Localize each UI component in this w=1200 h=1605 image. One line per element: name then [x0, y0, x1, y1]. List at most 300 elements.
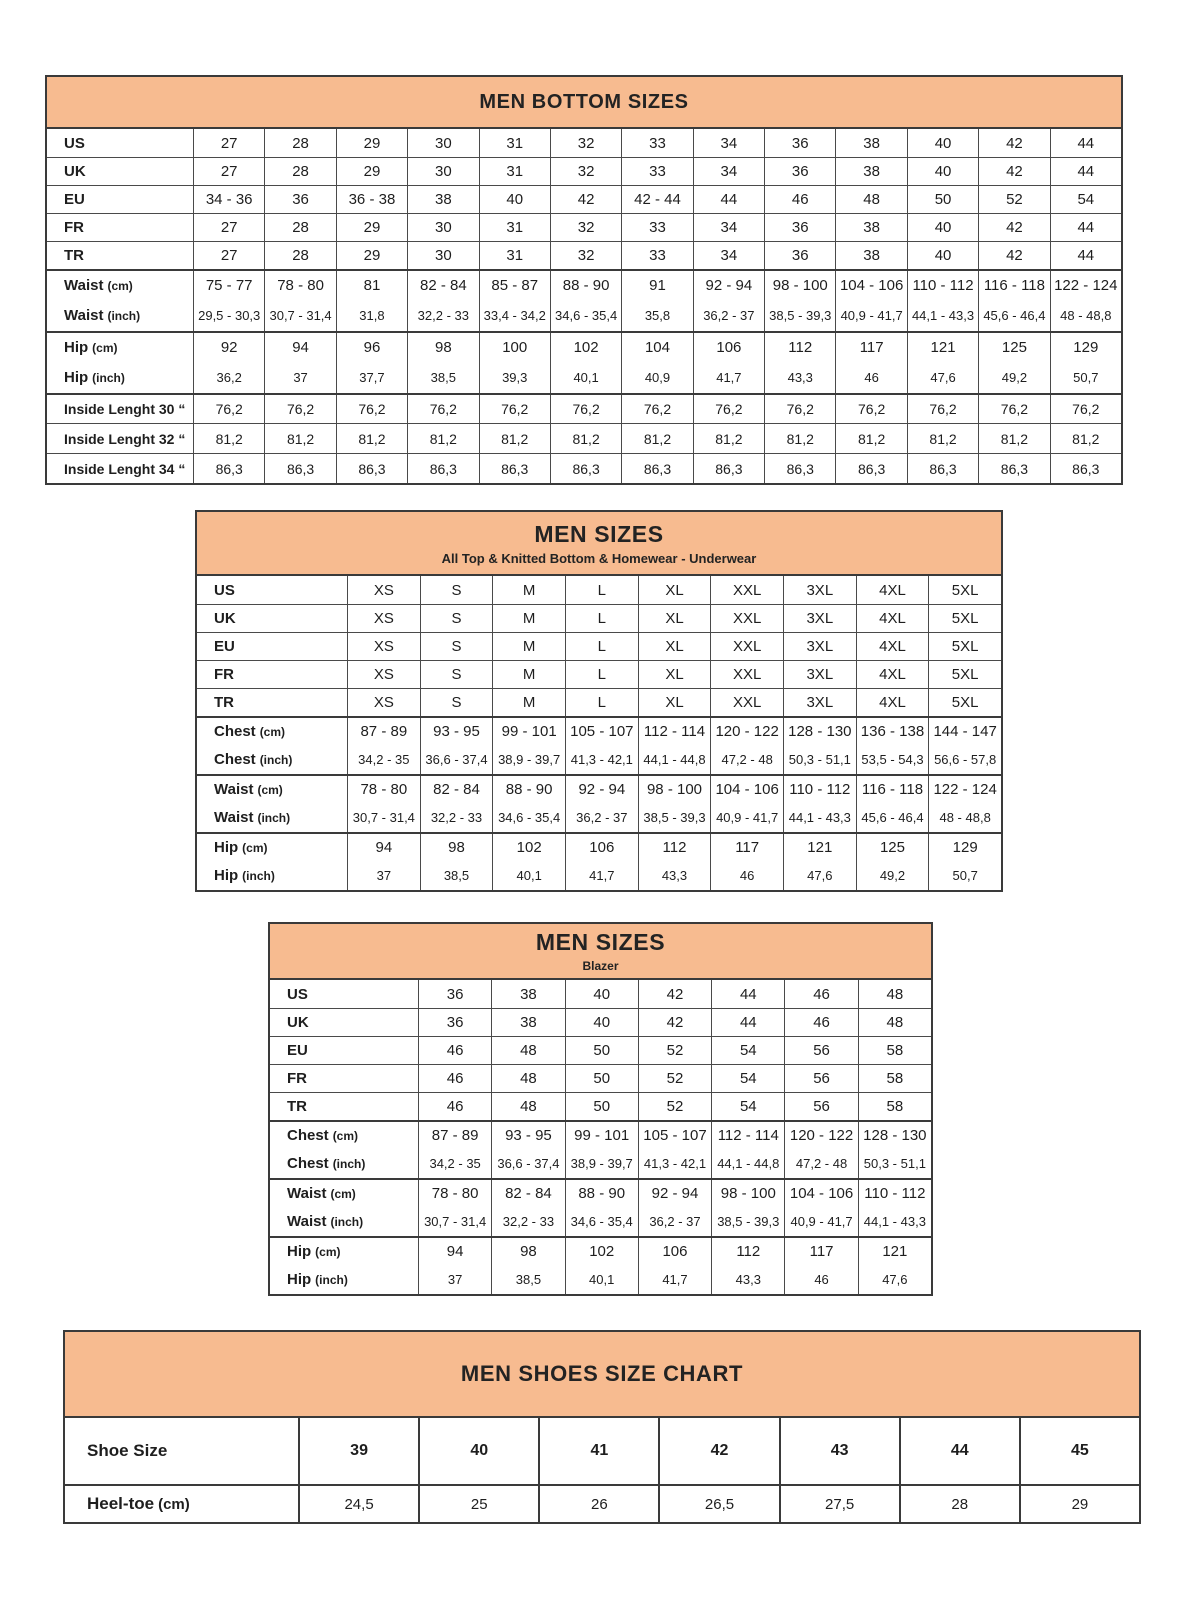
table-cell: 34,2 - 35: [418, 1149, 491, 1178]
table-cell: 39,3: [479, 362, 550, 393]
row-label: [197, 718, 347, 745]
row-label: [197, 745, 347, 774]
table-cell: 46: [835, 362, 906, 393]
table-cell: 76,2: [407, 395, 478, 423]
table-row-chest-cm-: [197, 716, 1001, 745]
table-cell: 3XL: [783, 661, 856, 688]
row-label-unit: (inch): [107, 308, 141, 323]
table-cell: 44: [1050, 242, 1121, 269]
table-cell: 44: [899, 1418, 1019, 1484]
table-cell: 37: [347, 861, 420, 890]
table-cell: 88 - 90: [565, 1180, 638, 1207]
row-label-unit: (inch): [92, 370, 125, 385]
table-cell: 44: [1050, 129, 1121, 157]
table-cell: 36,2: [193, 362, 264, 393]
table-cell: 86,3: [336, 454, 407, 483]
table-cell: XS: [347, 633, 420, 660]
table-cell: 86,3: [550, 454, 621, 483]
table-cell: 36: [264, 186, 335, 213]
row-label: [197, 776, 347, 803]
table-cell: 26: [538, 1486, 658, 1522]
row-label-text: Waist: [287, 1213, 327, 1230]
table-row-tr: [47, 241, 1121, 269]
table-cell: 81,2: [336, 424, 407, 453]
table-cell: 3XL: [783, 689, 856, 716]
table-cell: 30,7 - 31,4: [347, 803, 420, 832]
table-cell: XS: [347, 689, 420, 716]
table-cell: 58: [858, 1065, 931, 1092]
table-cell: 81,2: [764, 424, 835, 453]
men-sizes-blazer-table: [268, 922, 933, 1296]
table-cell: 125: [978, 333, 1049, 362]
table-cell: 44,1 - 43,3: [907, 300, 978, 331]
table-cell: 86,3: [264, 454, 335, 483]
table-cell: 38,5: [407, 362, 478, 393]
table-cell: 76,2: [978, 395, 1049, 423]
table-cell: 38,9 - 39,7: [565, 1149, 638, 1178]
table-cell: 86,3: [693, 454, 764, 483]
row-label-text: Hip: [287, 1271, 312, 1288]
table-cell: 38,5 - 39,3: [711, 1207, 784, 1236]
table-cell: 36: [418, 1009, 491, 1036]
row-label: [270, 1093, 418, 1120]
row-label-text: Chest: [287, 1127, 329, 1144]
table-cell: S: [420, 689, 493, 716]
table-cell: 33: [621, 129, 692, 157]
table-cell: 76,2: [193, 395, 264, 423]
table-row-us: [197, 576, 1001, 604]
table-cell: 42: [550, 186, 621, 213]
table-cell: 102: [550, 333, 621, 362]
row-label-unit: (cm): [92, 340, 118, 355]
table-cell: 86,3: [193, 454, 264, 483]
table-row-fr: [270, 1064, 931, 1092]
table-cell: 46: [784, 980, 857, 1008]
table-row-inside-lenght-32-: [47, 423, 1121, 453]
table-cell: 88 - 90: [492, 776, 565, 803]
table-cell: 39: [298, 1418, 418, 1484]
table-cell: 37: [264, 362, 335, 393]
table-subtitle: All Top & Knitted Bottom & Homewear - Underwear: [441, 550, 757, 566]
table-cell: XL: [638, 605, 711, 632]
table-cell: 128 - 130: [858, 1122, 931, 1149]
table-cell: 31: [479, 214, 550, 241]
table-cell: 128 - 130: [783, 718, 856, 745]
table-cell: S: [420, 576, 493, 604]
table-cell: 96: [336, 333, 407, 362]
table-cell: 30: [407, 242, 478, 269]
row-label-unit: (cm): [107, 278, 133, 293]
row-label: [47, 242, 193, 269]
table-cell: 117: [835, 333, 906, 362]
table-row-eu: [270, 1036, 931, 1064]
table-cell: 52: [638, 1065, 711, 1092]
table-cell: 30: [407, 214, 478, 241]
table-cell: 78 - 80: [418, 1180, 491, 1207]
table-cell: 36,6 - 37,4: [491, 1149, 564, 1178]
row-label: [197, 576, 347, 604]
table-cell: 50: [907, 186, 978, 213]
table-cell: 47,6: [858, 1265, 931, 1294]
row-label: [270, 1009, 418, 1036]
table-cell: 81,2: [407, 424, 478, 453]
row-label-text: Chest: [214, 751, 256, 768]
table-cell: 88 - 90: [550, 271, 621, 300]
table-cell: 42: [638, 1009, 711, 1036]
row-label-unit: (cm): [259, 724, 286, 739]
table-cell: 54: [711, 1093, 784, 1120]
table-cell: 81,2: [193, 424, 264, 453]
row-label-text: US: [64, 134, 85, 152]
table-cell: 40: [907, 129, 978, 157]
table-cell: 94: [347, 834, 420, 861]
table-cell: M: [492, 605, 565, 632]
table-cell: 36,2 - 37: [638, 1207, 711, 1236]
table-cell: 43,3: [638, 861, 711, 890]
table-cell: L: [565, 576, 638, 604]
row-label: [47, 454, 193, 483]
row-label-text: Waist: [287, 1185, 327, 1202]
row-label-unit: (cm): [315, 1244, 341, 1259]
row-label-text: Hip: [64, 339, 89, 356]
table-cell: 29: [336, 214, 407, 241]
table-cell: 129: [928, 834, 1001, 861]
table-cell: 42: [978, 129, 1049, 157]
table-cell: 106: [638, 1238, 711, 1265]
table-cell: XXL: [710, 633, 783, 660]
table-cell: 48: [491, 1037, 564, 1064]
table-cell: 50,7: [1050, 362, 1121, 393]
men-sizes-tops-table: [195, 510, 1003, 892]
table-cell: 110 - 112: [783, 776, 856, 803]
table-cell: 99 - 101: [565, 1122, 638, 1149]
table-cell: 47,6: [907, 362, 978, 393]
table-cell: 38: [835, 158, 906, 185]
table-row-waist-inch-: [270, 1207, 931, 1236]
table-cell: 32: [550, 214, 621, 241]
table-cell: 75 - 77: [193, 271, 264, 300]
table-cell: 28: [264, 242, 335, 269]
table-cell: 42: [978, 158, 1049, 185]
table-cell: 45,6 - 46,4: [856, 803, 929, 832]
row-label: [197, 834, 347, 861]
row-label: [47, 129, 193, 157]
table-row-uk: [47, 157, 1121, 185]
table-cell: 30: [407, 158, 478, 185]
table-cell: 34: [693, 158, 764, 185]
table-cell: 31: [479, 242, 550, 269]
table-row-fr: [47, 213, 1121, 241]
table-cell: L: [565, 605, 638, 632]
table-row-chest-inch-: [197, 745, 1001, 774]
table-row-waist-cm-: [270, 1178, 931, 1207]
row-label: [270, 1180, 418, 1207]
table-row-chest-inch-: [270, 1149, 931, 1178]
table-cell: 38: [835, 129, 906, 157]
row-label: [197, 661, 347, 688]
table-row-inside-lenght-30-: [47, 393, 1121, 423]
row-label-unit: (inch): [259, 752, 293, 767]
row-label-text: UK: [287, 1014, 309, 1031]
table-cell: 32,2 - 33: [407, 300, 478, 331]
table-cell: 86,3: [621, 454, 692, 483]
table-cell: 31: [479, 129, 550, 157]
table-cell: 112 - 114: [638, 718, 711, 745]
table-cell: 54: [1050, 186, 1121, 213]
row-label-text: Hip: [214, 839, 239, 856]
table-cell: M: [492, 689, 565, 716]
table-row-tr: [197, 688, 1001, 716]
table-cell: 81,2: [621, 424, 692, 453]
table-cell: 86,3: [907, 454, 978, 483]
row-label-unit: (cm): [257, 782, 283, 797]
table-cell: 43: [779, 1418, 899, 1484]
table-cell: 38: [835, 214, 906, 241]
table-cell: 76,2: [550, 395, 621, 423]
table-cell: 54: [711, 1065, 784, 1092]
table-cell: 34,6 - 35,4: [565, 1207, 638, 1236]
table-cell: 29,5 - 30,3: [193, 300, 264, 331]
table-cell: 40,9: [621, 362, 692, 393]
table-cell: 36,2 - 37: [693, 300, 764, 331]
table-cell: 5XL: [928, 633, 1001, 660]
table-cell: 30,7 - 31,4: [264, 300, 335, 331]
table-cell: 40: [565, 980, 638, 1008]
table-cell: 91: [621, 271, 692, 300]
table-header-band: [47, 77, 1121, 129]
table-cell: 44: [693, 186, 764, 213]
table-title: MEN SIZES: [534, 520, 664, 547]
row-label-text: Chest: [287, 1155, 329, 1172]
table-cell: 34: [693, 129, 764, 157]
table-cell: 37: [418, 1265, 491, 1294]
table-cell: 40,1: [565, 1265, 638, 1294]
table-cell: 87 - 89: [347, 718, 420, 745]
table-cell: 56: [784, 1093, 857, 1120]
row-label-text: Waist: [214, 809, 254, 826]
table-cell: 28: [899, 1486, 1019, 1522]
table-cell: 125: [856, 834, 929, 861]
men-bottom-sizes-table: [45, 75, 1123, 485]
row-label-text: Chest: [214, 723, 256, 740]
table-cell: 38,5 - 39,3: [764, 300, 835, 331]
table-cell: 32: [550, 242, 621, 269]
table-cell: 86,3: [1050, 454, 1121, 483]
table-cell: 136 - 138: [856, 718, 929, 745]
table-cell: 34 - 36: [193, 186, 264, 213]
table-row-hip-cm-: [47, 331, 1121, 362]
table-cell: XL: [638, 576, 711, 604]
table-cell: 98: [420, 834, 493, 861]
table-cell: 82 - 84: [420, 776, 493, 803]
table-cell: 58: [858, 1037, 931, 1064]
table-cell: 121: [858, 1238, 931, 1265]
table-cell: 36: [764, 158, 835, 185]
table-cell: 36,2 - 37: [565, 803, 638, 832]
table-title: MEN SIZES: [535, 929, 666, 955]
table-cell: M: [492, 576, 565, 604]
row-label: [270, 980, 418, 1008]
table-cell: 50: [565, 1037, 638, 1064]
table-cell: 106: [565, 834, 638, 861]
table-cell: 41,3 - 42,1: [638, 1149, 711, 1178]
table-cell: 76,2: [621, 395, 692, 423]
table-cell: 110 - 112: [858, 1180, 931, 1207]
table-cell: L: [565, 661, 638, 688]
table-cell: 4XL: [856, 605, 929, 632]
table-cell: 36: [418, 980, 491, 1008]
table-cell: 4XL: [856, 661, 929, 688]
table-cell: 48: [835, 186, 906, 213]
table-cell: 144 - 147: [928, 718, 1001, 745]
row-label-text: TR: [287, 1098, 307, 1115]
table-cell: 41: [538, 1418, 658, 1484]
row-label-text: Shoe Size: [87, 1441, 168, 1460]
table-row-shoe-size: [65, 1418, 1139, 1484]
table-title: MEN BOTTOM SIZES: [479, 90, 689, 113]
table-cell: 27,5: [779, 1486, 899, 1522]
table-cell: 81,2: [264, 424, 335, 453]
table-cell: 82 - 84: [407, 271, 478, 300]
table-row-waist-cm-: [47, 269, 1121, 300]
table-cell: 121: [907, 333, 978, 362]
row-label: [197, 633, 347, 660]
table-cell: XL: [638, 633, 711, 660]
table-cell: 31,8: [336, 300, 407, 331]
table-cell: 40: [479, 186, 550, 213]
table-cell: L: [565, 633, 638, 660]
row-label-text: Inside Lenght 30 “: [64, 401, 186, 417]
table-cell: 48: [491, 1093, 564, 1120]
table-cell: 48 - 48,8: [928, 803, 1001, 832]
table-cell: 32: [550, 158, 621, 185]
row-label: [47, 271, 193, 300]
row-label: [47, 300, 193, 331]
table-cell: 35,8: [621, 300, 692, 331]
table-cell: 110 - 112: [907, 271, 978, 300]
table-cell: XS: [347, 661, 420, 688]
table-header-band: [65, 1332, 1139, 1418]
table-cell: 30,7 - 31,4: [418, 1207, 491, 1236]
table-cell: 78 - 80: [264, 271, 335, 300]
table-cell: 36: [764, 242, 835, 269]
table-cell: S: [420, 605, 493, 632]
table-cell: 46: [764, 186, 835, 213]
table-cell: 25: [418, 1486, 538, 1522]
table-cell: 33: [621, 242, 692, 269]
table-row-tr: [270, 1092, 931, 1120]
row-label: [47, 424, 193, 453]
table-cell: 48 - 48,8: [1050, 300, 1121, 331]
table-cell: 48: [858, 980, 931, 1008]
table-cell: 44,1 - 43,3: [858, 1207, 931, 1236]
table-cell: 49,2: [856, 861, 929, 890]
table-cell: 46: [418, 1037, 491, 1064]
table-cell: 53,5 - 54,3: [856, 745, 929, 774]
table-cell: 54: [711, 1037, 784, 1064]
row-label-text: FR: [64, 219, 84, 236]
table-cell: 38: [491, 1009, 564, 1036]
table-cell: 5XL: [928, 661, 1001, 688]
table-cell: 4XL: [856, 689, 929, 716]
table-cell: 104: [621, 333, 692, 362]
row-label-unit: (inch): [257, 810, 291, 825]
table-row-waist-cm-: [197, 774, 1001, 803]
table-cell: 76,2: [479, 395, 550, 423]
table-cell: 30: [407, 129, 478, 157]
table-cell: 40: [907, 214, 978, 241]
row-label: [270, 1265, 418, 1294]
table-title: MEN SHOES SIZE CHART: [460, 1361, 744, 1386]
table-cell: 121: [783, 834, 856, 861]
table-cell: 50: [565, 1065, 638, 1092]
table-cell: 105 - 107: [565, 718, 638, 745]
table-cell: 44,1 - 44,8: [638, 745, 711, 774]
table-cell: 78 - 80: [347, 776, 420, 803]
table-cell: 50,3 - 51,1: [858, 1149, 931, 1178]
table-cell: 112 - 114: [711, 1122, 784, 1149]
table-cell: 86,3: [479, 454, 550, 483]
table-cell: 116 - 118: [856, 776, 929, 803]
table-cell: 44,1 - 43,3: [783, 803, 856, 832]
table-cell: XS: [347, 605, 420, 632]
row-label: [65, 1418, 298, 1484]
table-cell: 105 - 107: [638, 1122, 711, 1149]
row-label-text: US: [214, 581, 235, 599]
table-cell: 76,2: [835, 395, 906, 423]
table-cell: 93 - 95: [420, 718, 493, 745]
row-label-text: US: [287, 985, 308, 1003]
table-cell: 86,3: [835, 454, 906, 483]
table-cell: S: [420, 661, 493, 688]
table-cell: 92: [193, 333, 264, 362]
table-cell: 32: [550, 129, 621, 157]
table-cell: 27: [193, 242, 264, 269]
table-row-eu: [47, 185, 1121, 213]
table-cell: 76,2: [264, 395, 335, 423]
row-label: [270, 1149, 418, 1178]
table-cell: 98 - 100: [711, 1180, 784, 1207]
table-cell: 28: [264, 129, 335, 157]
table-cell: 98 - 100: [764, 271, 835, 300]
row-label: [270, 1207, 418, 1236]
table-cell: 42 - 44: [621, 186, 692, 213]
table-row-waist-inch-: [197, 803, 1001, 832]
table-cell: 40,9 - 41,7: [835, 300, 906, 331]
table-cell: 3XL: [783, 576, 856, 604]
row-label: [197, 861, 347, 890]
table-cell: 40: [907, 158, 978, 185]
table-cell: 112: [711, 1238, 784, 1265]
table-cell: 104 - 106: [784, 1180, 857, 1207]
table-cell: 46: [784, 1265, 857, 1294]
table-cell: 98: [491, 1238, 564, 1265]
table-cell: S: [420, 633, 493, 660]
table-cell: 36: [764, 214, 835, 241]
table-cell: 40,9 - 41,7: [784, 1207, 857, 1236]
row-label-text: EU: [64, 191, 85, 208]
table-cell: 27: [193, 214, 264, 241]
row-label-text: TR: [64, 247, 84, 264]
table-row-us: [47, 129, 1121, 157]
row-label: [65, 1486, 298, 1522]
table-cell: 44: [1050, 158, 1121, 185]
row-label-text: FR: [214, 666, 234, 683]
table-cell: 87 - 89: [418, 1122, 491, 1149]
table-cell: 44: [711, 980, 784, 1008]
table-cell: 50,3 - 51,1: [783, 745, 856, 774]
table-cell: 52: [638, 1093, 711, 1120]
